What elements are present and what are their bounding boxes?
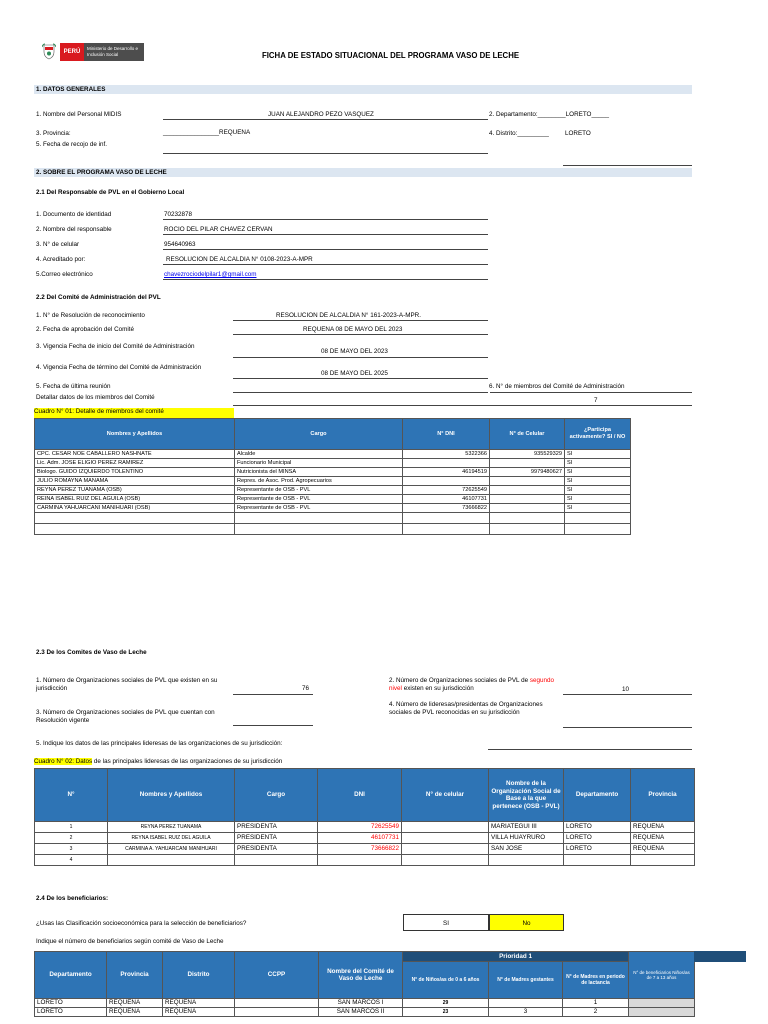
- col-celular: N° de celular: [402, 769, 489, 822]
- col-provincia: Provincia: [107, 952, 163, 999]
- clasificacion-si-option[interactable]: SI: [403, 914, 489, 931]
- cell-dni: [318, 855, 402, 866]
- aprobacion-label: 2. Fecha de aprobación del Comité: [36, 326, 135, 333]
- q1-label: 1. Número de Organizaciones sociales de PVL que existen en su jurisdicción: [36, 677, 218, 692]
- inicio-underline: [233, 357, 488, 358]
- section-1-title: 1. DATOS GENERALES: [36, 86, 106, 93]
- cell-distrito: REQUENA: [163, 999, 235, 1008]
- cell-celular: [402, 833, 489, 844]
- cell-nombre: CARMINA YAHUARCANI MANIHUARI (OSB): [35, 504, 235, 513]
- table-row: [35, 468, 631, 477]
- cell-nombre: [108, 855, 235, 866]
- col-cargo: Cargo: [235, 419, 403, 450]
- col-lactancia: N° de Madres en periodo de lactancia: [563, 962, 629, 999]
- fecha-recojo-label: 5. Fecha de recojo de inf.: [36, 141, 108, 148]
- cell-departamento: LORETO: [564, 844, 631, 855]
- col-ninos-0-6: N° de Niños/as de 0 a 6 años: [403, 962, 489, 999]
- cell-nombre: CPC. CESAR NOE CABALLERO NASHNATE: [35, 450, 235, 459]
- cell-participa: SI: [565, 477, 631, 486]
- q1-value: 76: [302, 685, 310, 692]
- cell-nombre: REYNA PEREZ TUANAMA (OSB): [35, 486, 235, 495]
- cell-nombre: JULIO ROMAYNA MANAMA: [35, 477, 235, 486]
- col-ccpp: CCPP: [235, 952, 319, 999]
- celular-label: 3. N° de celular: [36, 241, 80, 248]
- personal-underline: [163, 119, 488, 120]
- cell-cargo: Representante de OSB - PVL: [235, 495, 403, 504]
- cell-departamento: LORETO: [35, 1008, 107, 1017]
- table-row: [35, 855, 695, 866]
- cell-organizacion: SAN JOSE: [489, 844, 564, 855]
- cell-celular: [490, 524, 565, 535]
- cell-numero: 4: [35, 855, 108, 866]
- q4-underline: [563, 727, 692, 728]
- cell-ninos: 23: [403, 1008, 489, 1017]
- reunion-label: 5. Fecha de última reunión: [36, 383, 111, 390]
- col-celular: N° de Celular: [490, 419, 565, 450]
- col-departamento: Departamento: [35, 952, 107, 999]
- cell-gestantes: [489, 999, 563, 1008]
- leaders-table: [34, 768, 695, 866]
- page-title: FICHA DE ESTADO SITUACIONAL DEL PROGRAMA VASO DE LECHE: [262, 51, 520, 60]
- documento-value: 70232878: [164, 211, 193, 218]
- fecha-recojo-underline: [163, 153, 488, 154]
- cell-participa: SI: [565, 495, 631, 504]
- cell-nombre: REINA ISABEL RUIZ DEL AGUILA (OSB): [35, 495, 235, 504]
- cell-nombre: Lic. Adm. JOSE ELIGIO PEREZ RAMIREZ: [35, 459, 235, 468]
- resolucion-underline: [233, 320, 488, 321]
- termino-underline: [233, 378, 488, 379]
- col-cargo: Cargo: [235, 769, 318, 822]
- cell-departamento: LORETO: [35, 999, 107, 1008]
- cell-dni: 72625549: [318, 822, 402, 833]
- cell-dni: 72625549: [403, 486, 490, 495]
- cuadro-1-title: Cuadro N° 01: Detalle de miembros del comité: [34, 408, 234, 418]
- cell-dni: 73666822: [318, 844, 402, 855]
- correo-underline: [163, 279, 488, 280]
- q2-text-a: 2. Número de Organizaciones sociales de PVL de: [389, 677, 529, 684]
- col-numero: N°: [35, 769, 108, 822]
- subsection-2-1-title: 2.1 Del Responsable de PVL en el Gobierno Local: [36, 189, 185, 196]
- indique-label: Indique el número de beneficiarios según comité de Vaso de Leche: [36, 938, 224, 945]
- resolucion-value: RESOLUCION DE ALCALDIA N° 161-2023-A-MPR.: [276, 312, 421, 319]
- acreditado-value: RESOLUCION DE ALCALDIA N° 0108-2023-A-MPR: [166, 256, 313, 263]
- cell-dni: 5322366: [403, 450, 490, 459]
- cell-nombre: REYNA PEREZ TUANAMA: [108, 822, 235, 833]
- col-comite: Nombre del Comité de Vaso de Leche: [319, 952, 403, 999]
- cell-numero: 2: [35, 833, 108, 844]
- cell-ninos-7-13: [629, 1008, 695, 1017]
- cell-celular: [490, 504, 565, 513]
- q3-underline: [233, 725, 313, 726]
- detalle-underline: [233, 405, 692, 406]
- correo-link[interactable]: chavezrociodelpilar1@gmail.com: [164, 271, 257, 278]
- distrito-label: 4. Distrito:_________: [489, 130, 549, 137]
- table-row: [35, 833, 695, 844]
- table-row: [35, 822, 695, 833]
- priority-header: Prioridad 1: [403, 952, 629, 962]
- cell-dni: 46194519: [403, 468, 490, 477]
- cell-cargo: PRESIDENTA: [235, 822, 318, 833]
- q2-underline: [563, 694, 692, 695]
- cuadro-2-title-highlight: Cuadro N° 02: Datos: [34, 758, 93, 765]
- table-row: [35, 486, 631, 495]
- cell-organizacion: MARIATEGUI III: [489, 822, 564, 833]
- cell-comite: SAN MARCOS I: [319, 999, 403, 1008]
- cell-celular: 9979480627: [490, 468, 565, 477]
- subsection-2-4-title: 2.4 De los beneficiarios:: [36, 895, 109, 902]
- acreditado-underline: [163, 264, 488, 265]
- cell-organizacion: [489, 855, 564, 866]
- priority-band-extension: [694, 951, 746, 962]
- q2-text-red: segundo nivel: [389, 677, 554, 692]
- correo-label: 5.Correo electrónico: [36, 271, 93, 278]
- q5-label: 5. Indique los datos de las principales lideresas de las organizaciones de su jurisdicción:: [36, 740, 283, 747]
- col-nombres: Nombres y Apellidos: [35, 419, 235, 450]
- subsection-2-2-title: 2.2 Del Comité de Administración del PVL: [36, 294, 161, 301]
- distrito-underline: [563, 165, 692, 166]
- celular-underline: [163, 249, 488, 250]
- table-row: [35, 524, 631, 535]
- cuadro-2-title: [34, 758, 282, 766]
- col-organizacion: Nombre de la Organización Social de Base a la que pertenece (OSB - PVL): [489, 769, 564, 822]
- q5-underline: [488, 749, 692, 750]
- cell-celular: [490, 477, 565, 486]
- q4-label: 4. Número de lideresas/presidentas de Organizaciones sociales de PVL reconocidas en su jurisdicción: [389, 701, 543, 716]
- cell-participa: [565, 513, 631, 524]
- cell-nombre: REYNA ISABEL RUIZ DEL AGUILA: [108, 833, 235, 844]
- beneficiaries-table: [34, 951, 695, 1017]
- cell-departamento: LORETO: [564, 822, 631, 833]
- q1-underline: [233, 694, 313, 695]
- acreditado-label: 4. Acreditado por:: [36, 256, 86, 263]
- col-provincia: Provincia: [631, 769, 695, 822]
- cell-celular: [402, 822, 489, 833]
- cell-provincia: REQUENA: [107, 1008, 163, 1017]
- cell-participa: SI: [565, 486, 631, 495]
- cell-participa: SI: [565, 450, 631, 459]
- leaders-header-row: [35, 769, 695, 822]
- cell-cargo: Repres. de Asoc. Prod. Agropecuarios: [235, 477, 403, 486]
- table-row: [35, 477, 631, 486]
- clasificacion-no-option[interactable]: No: [489, 914, 564, 931]
- cell-numero: 1: [35, 822, 108, 833]
- table-row: [35, 459, 631, 468]
- cell-celular: [402, 844, 489, 855]
- documento-label: 1. Documento de identidad: [36, 211, 112, 218]
- q2-text-b: existen en su jurisdicción: [403, 684, 474, 692]
- cell-cargo: [235, 855, 318, 866]
- provincia-value: ________________REQUENA: [163, 129, 251, 136]
- cell-ccpp: [235, 999, 319, 1008]
- provincia-label: 3. Provincia:: [36, 130, 71, 137]
- termino-label: 4. Vigencia Fecha de término del Comité de Administración: [36, 364, 202, 371]
- peru-shield-icon: [42, 43, 56, 60]
- cell-cargo: [235, 513, 403, 524]
- cell-ccpp: [235, 1008, 319, 1017]
- table-row: [35, 1008, 695, 1017]
- distrito-value: LORETO: [565, 130, 591, 137]
- table-row: [35, 450, 631, 459]
- cell-participa: SI: [565, 459, 631, 468]
- cell-dni: 46107731: [318, 833, 402, 844]
- reunion-underline: [233, 392, 488, 393]
- cell-numero: 3: [35, 844, 108, 855]
- table-row: [35, 513, 631, 524]
- responsable-label: 2. Nombre del responsable: [36, 226, 112, 233]
- cell-ninos-7-13: [629, 999, 695, 1008]
- members-table: [34, 418, 631, 535]
- cell-provincia: REQUENA: [107, 999, 163, 1008]
- cell-nombre: [35, 524, 235, 535]
- members-header-row: [35, 419, 631, 450]
- cell-cargo: Alcalde: [235, 450, 403, 459]
- cell-nombre: Biologo. GUIDO IZQUIERDO TOLENTINO: [35, 468, 235, 477]
- q2-value: 10: [622, 686, 630, 693]
- cell-participa: [565, 524, 631, 535]
- cell-dni: 46107731: [403, 495, 490, 504]
- resolucion-label: 1. N° de Resolución de reconocimiento: [36, 312, 145, 319]
- cell-dni: [403, 459, 490, 468]
- detalle-label: Detallar datos de los miembros del Comité: [36, 394, 155, 401]
- cell-celular: [490, 459, 565, 468]
- responsable-underline: [163, 234, 488, 235]
- cell-dni: [403, 477, 490, 486]
- q2-label: [389, 677, 559, 692]
- termino-value: 08 DE MAYO DEL 2025: [321, 370, 388, 377]
- miembros-label: 6. N° de miembros del Comité de Administración: [489, 383, 625, 390]
- cell-participa: SI: [565, 468, 631, 477]
- cell-departamento: [564, 855, 631, 866]
- cell-celular: [490, 495, 565, 504]
- cell-provincia: [631, 855, 695, 866]
- responsable-value: ROCIO DEL PILAR CHAVEZ CERVAN: [164, 226, 273, 233]
- ministry-logo: [38, 41, 146, 63]
- cell-celular: [402, 855, 489, 866]
- cell-cargo: Representante de OSB - PVL: [235, 504, 403, 513]
- cell-comite: SAN MARCOS II: [319, 1008, 403, 1017]
- departamento-label: 2. Departamento:________LORETO_____: [489, 111, 609, 118]
- cell-lactancia: 1: [563, 999, 629, 1008]
- cell-cargo: PRESIDENTA: [235, 844, 318, 855]
- ministry-name: Ministerio de Desarrollo e Inclusión Social: [84, 43, 144, 61]
- cell-dni: [403, 524, 490, 535]
- cell-celular: 935529329: [490, 450, 565, 459]
- col-departamento: Departamento: [564, 769, 631, 822]
- cell-cargo: [235, 524, 403, 535]
- cell-departamento: LORETO: [564, 833, 631, 844]
- subsection-2-3-title: 2.3 De los Comites de Vaso de Leche: [36, 649, 147, 656]
- cell-celular: [490, 513, 565, 524]
- section-2-title: 2. SOBRE EL PROGRAMA VASO DE LECHE: [36, 169, 167, 176]
- cell-gestantes: 3: [489, 1008, 563, 1017]
- cell-distrito: REQUENA: [163, 1008, 235, 1017]
- cell-cargo: Representante de OSB - PVL: [235, 486, 403, 495]
- cell-lactancia: 2: [563, 1008, 629, 1017]
- cell-cargo: PRESIDENTA: [235, 833, 318, 844]
- cell-ninos: 29: [403, 999, 489, 1008]
- personal-label: 1. Nombre del Personal MIDIS: [36, 111, 122, 118]
- cell-cargo: Funcionario Municipal: [235, 459, 403, 468]
- cell-dni: [403, 513, 490, 524]
- table-row: [35, 844, 695, 855]
- table-row: [35, 504, 631, 513]
- cell-cargo: Nutricionista del MINSA: [235, 468, 403, 477]
- col-dni: N° DNI: [403, 419, 490, 450]
- col-participa: ¿Participa activamente? SI / NO: [565, 419, 631, 450]
- q3-label: 3. Número de Organizaciones sociales de PVL que cuentan con Resolución vigente: [36, 709, 215, 724]
- cell-provincia: REQUENA: [631, 833, 695, 844]
- cell-celular: [490, 486, 565, 495]
- celular-value: 954640963: [164, 241, 196, 248]
- cell-organizacion: VILLA HUAYRURO: [489, 833, 564, 844]
- cell-provincia: REQUENA: [631, 844, 695, 855]
- inicio-label: 3. Vigencia Fecha de inicio del Comité de Administración: [36, 343, 195, 350]
- col-dni: DNI: [318, 769, 402, 822]
- col-nombres: Nombres y Apellidos: [108, 769, 235, 822]
- peru-badge: PERÚ: [60, 43, 84, 61]
- inicio-value: 08 DE MAYO DEL 2023: [321, 348, 388, 355]
- miembros-underline: [490, 392, 692, 393]
- cell-nombre: CARMINA A. YAHUARCANI MANIHUARI: [108, 844, 235, 855]
- cell-participa: SI: [565, 504, 631, 513]
- col-gestantes: N° de Madres gestantes: [489, 962, 563, 999]
- personal-value: JUAN ALEJANDRO PEZO VASQUEZ: [268, 111, 374, 118]
- section-1-bar: [34, 85, 692, 94]
- aprobacion-underline: [233, 334, 488, 335]
- aprobacion-value: REQUENA 08 DE MAYO DEL 2023: [303, 326, 403, 333]
- col-ninos-7-13: N° de beneficiarios Niños/as de 7 a 13 años: [629, 952, 695, 999]
- col-distrito: Distrito: [163, 952, 235, 999]
- table-row: [35, 495, 631, 504]
- cuadro-2-title-rest: de las principales lideresas de las organizaciones de su jurisdicción: [92, 758, 283, 765]
- cell-provincia: REQUENA: [631, 822, 695, 833]
- clasificacion-question: ¿Usas las Clasificación socioeconómica para la selección de beneficiarios?: [36, 920, 247, 927]
- cell-dni: 73666822: [403, 504, 490, 513]
- cell-nombre: [35, 513, 235, 524]
- table-row: [35, 999, 695, 1008]
- miembros-value: 7: [594, 397, 598, 404]
- priority-row: [35, 952, 695, 962]
- documento-underline: [163, 219, 488, 220]
